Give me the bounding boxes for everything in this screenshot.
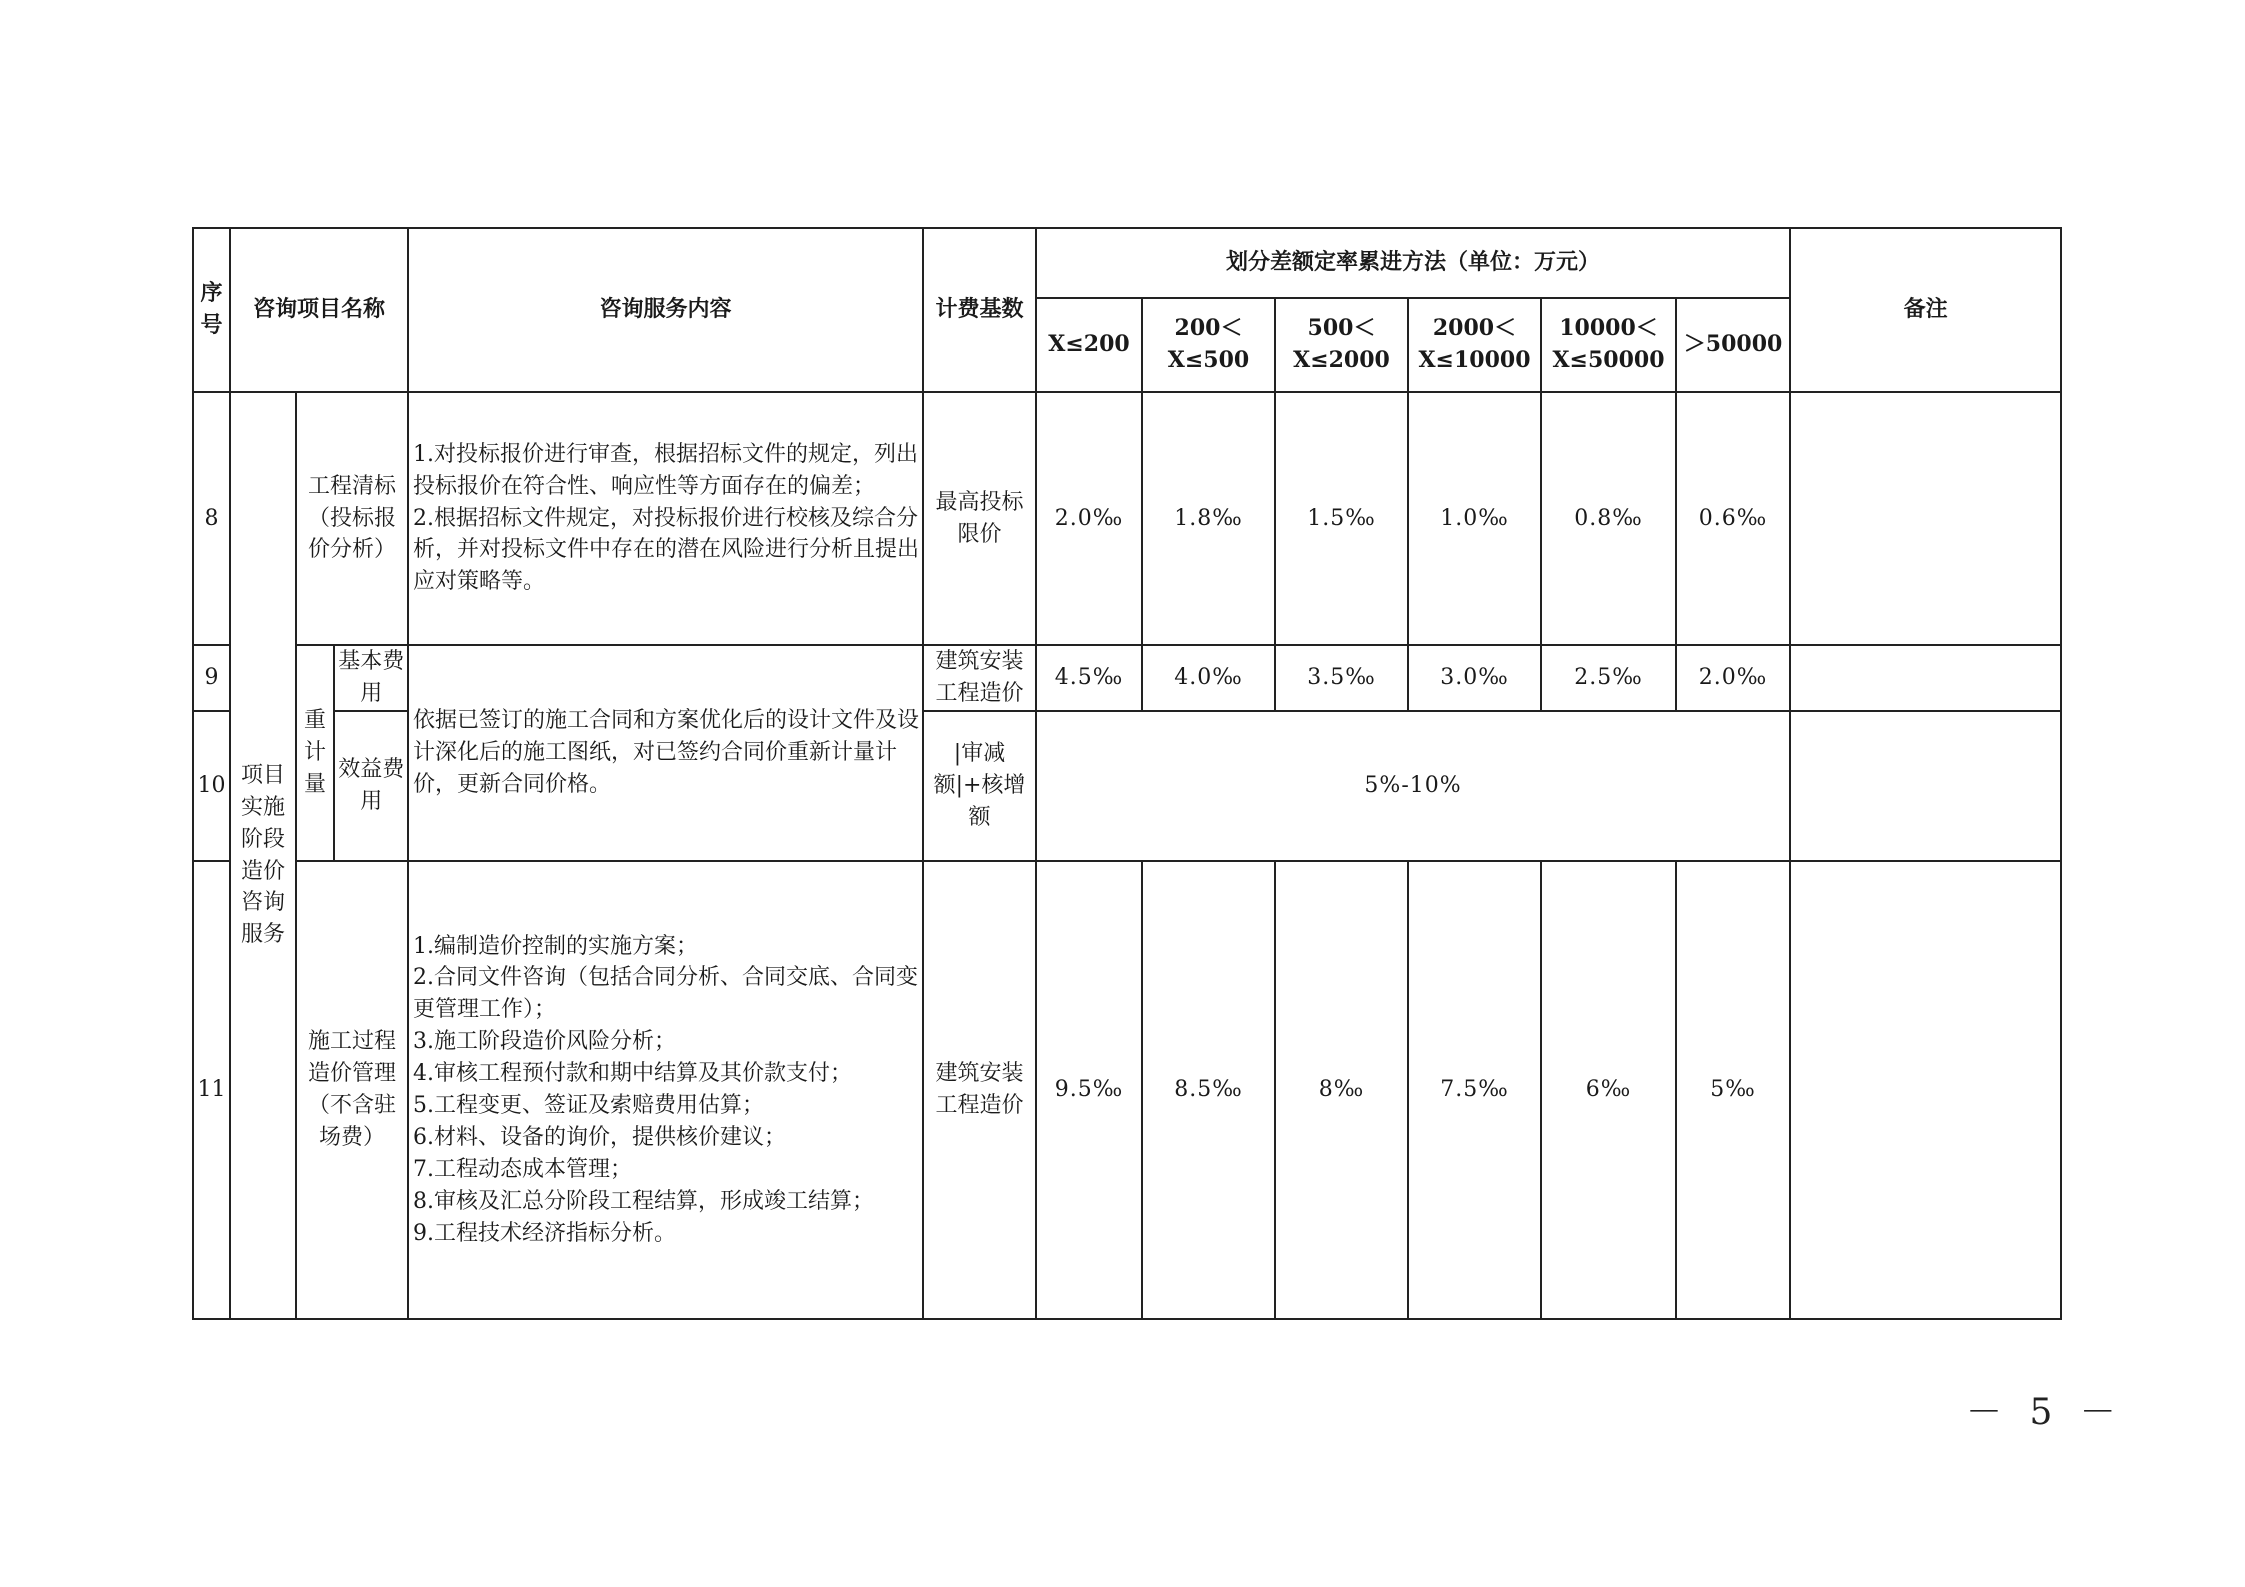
row-seq: 11 [193,861,230,1319]
rate-cell: 8.5‰ [1142,861,1275,1319]
content-line: 7.工程动态成本管理； [413,1156,632,1182]
content-line: 6.材料、设备的询价，提供核价建议； [413,1124,786,1150]
content-line: 3.施工阶段造价风险分析； [413,1029,676,1055]
fee-table [192,227,2062,1320]
rate-cell: 0.8‰ [1541,392,1676,645]
header-range-3: 500＜X≤2000 [1275,298,1408,392]
header-range-6: ＞50000 [1676,298,1790,392]
content-line: 9.工程技术经济指标分析。 [413,1220,676,1246]
remark-cell [1790,392,2061,645]
rate-cell: 0.6‰ [1676,392,1790,645]
item-name-cell [296,861,408,1319]
table-row [193,645,2061,711]
header-project-name: 咨询项目名称 [230,228,408,392]
content-line: 2.根据招标文件规定，对投标报价进行校核及综合分析，并对投标文件中存在的潜在风险进行分析且提出应对策略等。 [413,505,920,595]
sub-item-name: 效益费用 [338,757,405,814]
rate-cell: 2.0‰ [1036,392,1142,645]
header-range-4: 2000＜X≤10000 [1408,298,1541,392]
page-number: － 5 － [1966,1392,2124,1433]
fee-base: |审减额|+核增额 [933,741,1026,830]
rate-cell: 9.5‰ [1036,861,1142,1319]
rate-cell: 4.5‰ [1036,645,1142,711]
table-row [193,861,2061,1319]
sub-group-name: 重计量 [303,708,326,797]
rate-cell: 3.0‰ [1408,645,1541,711]
rate-cell: 1.0‰ [1408,392,1541,645]
rate-cell: 2.5‰ [1541,645,1676,711]
item-name: 施工过程造价管理（不含驻场费） [307,1029,396,1150]
content-cell [408,645,923,861]
content-line: 依据已签订的施工合同和方案优化后的设计文件及设计深化后的施工图纸，对已签约合同价重新计量计价，更新合同价格。 [413,708,920,797]
sub-item-cell [334,711,408,861]
remark-cell [1790,711,2061,861]
rate-cell: 6‰ [1541,861,1676,1319]
group-name-cell [230,392,296,1319]
fee-base-cell [923,392,1036,645]
header-method: 划分差额定率累进方法（单位：万元） [1036,228,1790,298]
remark-cell [1790,645,2061,711]
rate-cell: 5‰ [1676,861,1790,1319]
fee-base: 建筑安装工程造价 [935,1061,1024,1118]
rate-cell: 1.5‰ [1275,392,1408,645]
header-remarks: 备注 [1790,228,2061,392]
sub-group-cell [296,645,334,861]
group-name: 项目实施阶段造价咨询服务 [240,762,285,948]
fee-base-cell [923,861,1036,1319]
fee-base: 建筑安装工程造价 [935,649,1024,706]
header-range-2: 200＜X≤500 [1142,298,1275,392]
table-header-row [193,228,2061,298]
item-name-cell [296,392,408,645]
content-line: 4.审核工程预付款和期中结算及其价款支付； [413,1061,852,1087]
row-seq: 10 [193,711,230,861]
content-line: 8.审核及汇总分阶段工程结算，形成竣工结算； [413,1188,874,1214]
rate-cell: 4.0‰ [1142,645,1275,711]
header-range-1: X≤200 [1036,298,1142,392]
header-seq: 序号 [193,228,230,392]
row-seq: 8 [193,392,230,645]
rate-cell: 5%-10% [1036,711,1790,861]
remark-cell [1790,861,2061,1319]
fee-base-cell [923,711,1036,861]
table-row [193,392,2061,645]
rate-cell: 2.0‰ [1676,645,1790,711]
header-fee-base: 计费基数 [923,228,1036,392]
rate-cell: 3.5‰ [1275,645,1408,711]
item-name: 工程清标（投标报价分析） [307,473,396,563]
content-line: 2.合同文件咨询（包括合同分析、合同交底、合同变更管理工作）； [413,965,918,1023]
rate-cell: 1.8‰ [1142,392,1275,645]
content-cell [408,392,923,645]
content-line: 1.编制造价控制的实施方案； [413,933,698,959]
content-cell [408,861,923,1319]
rate-cell: 7.5‰ [1408,861,1541,1319]
fee-base-cell [923,645,1036,711]
sub-item-cell [334,645,408,711]
header-range-5: 10000＜X≤50000 [1541,298,1676,392]
content-line: 1.对投标报价进行审查，根据招标文件的规定，列出投标报价在符合性、响应性等方面存在的偏差； [413,441,918,499]
sub-item-name: 基本费用 [338,649,405,706]
content-line: 5.工程变更、签证及索赔费用估算； [413,1093,764,1118]
rate-cell: 8‰ [1275,861,1408,1319]
fee-base: 最高投标限价 [935,489,1024,547]
row-seq: 9 [193,645,230,711]
header-content: 咨询服务内容 [408,228,923,392]
